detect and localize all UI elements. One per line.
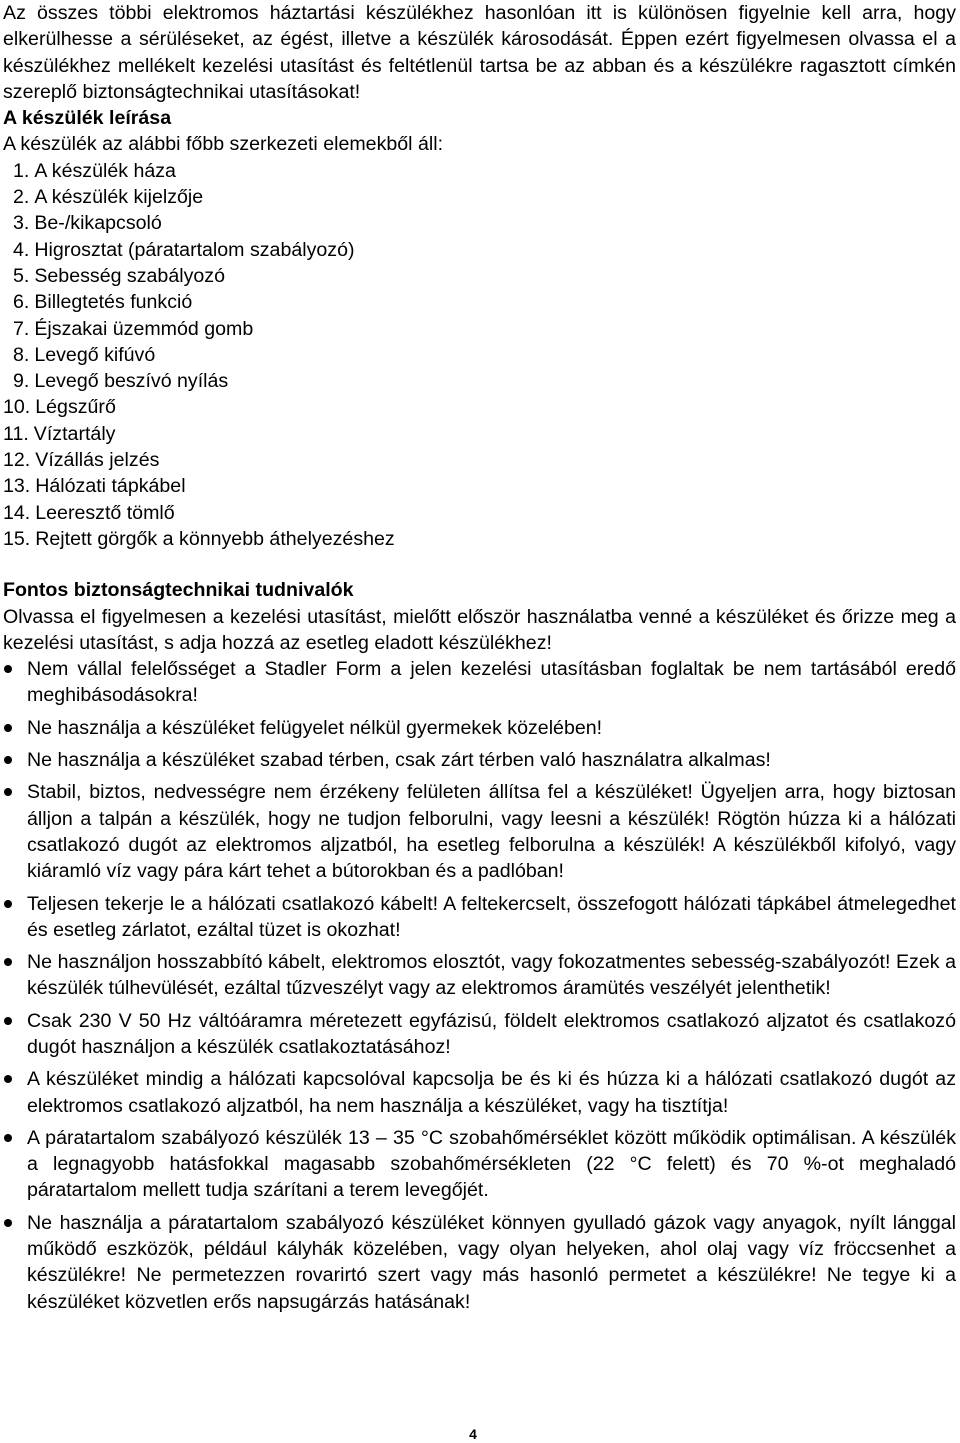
part-label: Hálózati tápkábel	[35, 475, 186, 498]
part-label: Víztartály	[33, 422, 116, 445]
part-number: 1.	[13, 159, 30, 182]
part-number: 12.	[3, 449, 31, 472]
part-label: Vízállás jelzés	[35, 449, 160, 472]
part-label: Rejtett görgők a könnyebb áthelyezéshez	[35, 527, 395, 550]
list-item	[13, 184, 956, 210]
part-label: Billegtetés funkció	[34, 291, 193, 314]
bullet-icon	[4, 1075, 12, 1083]
list-item	[13, 342, 956, 368]
part-label: Levegő kifúvó	[34, 343, 156, 366]
list-item	[13, 210, 956, 236]
bullet-icon	[4, 958, 12, 966]
bullet-icon	[4, 1134, 12, 1142]
list-item	[3, 1210, 956, 1315]
part-label: Be-/kikapcsoló	[34, 212, 162, 235]
list-item	[3, 779, 956, 884]
part-number: 5.	[13, 264, 30, 287]
bullet-text: Ne használjon hosszabbító kábelt, elektromos elosztót, vagy fokozatmentes sebesség-szabályozót! Ezek a készülék túlhevülését, ezáltal tűzveszélyt vagy az elektromos áramütés veszélyét jelenthetik!	[27, 951, 956, 1000]
bullet-icon	[4, 724, 12, 732]
list-item	[3, 526, 956, 552]
bullet-text: Nem vállal felelősséget a Stadler Form a jelen kezelési utasításban foglaltak be nem tartásából eredő meghibásodásokra!	[27, 658, 956, 707]
part-label: Leeresztő tömlő	[35, 501, 175, 524]
part-label: A készülék kijelzője	[34, 186, 204, 209]
list-item	[13, 289, 956, 315]
list-item	[3, 715, 956, 741]
part-number: 15.	[3, 527, 31, 550]
part-label: Sebesség szabályozó	[34, 264, 225, 287]
list-item	[3, 421, 956, 447]
intro-paragraph: Az összes többi elektromos háztartási készülékhez hasonlóan itt is különösen figyelnie kell arra, hogy elkerülhesse a sérüléseket, az égést, illetve a készülék károsodását. Éppen ezért figyelmesen olvassa el a készülékhez mellékelt kezelési utasítást és feltétlenül tartsa be az abban és a készülékre ragasztott címkén szereplő biztonságtechnikai utasításokat!	[3, 2, 956, 103]
bullet-icon	[4, 788, 12, 796]
page-number: 4	[469, 1426, 477, 1442]
parts-list	[3, 158, 956, 552]
part-number: 4.	[13, 238, 30, 261]
list-item	[3, 1125, 956, 1204]
list-item	[3, 747, 956, 773]
bullet-text: Ne használja a készüléket szabad térben, csak zárt térben való használatra alkalmas!	[27, 749, 771, 772]
list-item	[3, 891, 956, 944]
list-item	[3, 447, 956, 473]
list-item	[13, 263, 956, 289]
part-number: 14.	[3, 501, 31, 524]
bullet-text: Ne használja a készüléket felügyelet nélkül gyermekek közelében!	[27, 716, 603, 739]
bullet-icon	[4, 1017, 12, 1025]
list-item	[3, 1008, 956, 1061]
list-item	[3, 500, 956, 526]
bullet-icon	[4, 665, 12, 673]
list-item	[3, 949, 956, 1002]
safety-heading: Fontos biztonságtechnikai tudnivalók	[3, 579, 354, 602]
part-number: 3.	[13, 212, 30, 235]
bullet-icon	[4, 756, 12, 764]
list-item	[3, 473, 956, 499]
part-label: Éjszakai üzemmód gomb	[34, 317, 254, 340]
list-item	[13, 316, 956, 342]
part-number: 10.	[3, 396, 31, 419]
part-number: 7.	[13, 317, 30, 340]
safety-bullet-list	[3, 656, 956, 1315]
list-item	[13, 368, 956, 394]
part-number: 11.	[3, 422, 29, 445]
description-lead: A készülék az alábbi főbb szerkezeti elemekből áll:	[3, 133, 444, 156]
document-page	[3, 0, 956, 1315]
part-label: Légszűrő	[35, 396, 116, 419]
list-item	[3, 1066, 956, 1119]
part-label: Levegő beszívó nyílás	[34, 370, 229, 393]
part-number: 9.	[13, 370, 30, 393]
part-number: 6.	[13, 291, 30, 314]
part-number: 2.	[13, 186, 30, 209]
safety-intro-paragraph: Olvassa el figyelmesen a kezelési utasítást, mielőtt először használatba venné a készüléket és őrizze meg a kezelési utasítást, s adja hozzá az esetleg eladott készülékhez!	[3, 605, 956, 654]
list-item	[13, 158, 956, 184]
list-item	[3, 656, 956, 709]
bullet-text: Ne használja a páratartalom szabályozó készüléket könnyen gyulladó gázok vagy anyagok, nyílt lánggal működő eszközök, például kályhák közelében, vagy olyan helyeken, ahol olaj vagy víz fröccsenhet a készülékre! Ne permetezzen rovarirtó szert vagy más hasonló permetet a készülékre! Ne tegye ki a készüléket közvetlen erős napsugárzás hatásának!	[27, 1211, 956, 1313]
bullet-icon	[4, 900, 12, 908]
part-label: Higrosztat (páratartalom szabályozó)	[34, 238, 355, 261]
bullet-text: Stabil, biztos, nedvességre nem érzékeny felületen állítsa fel a készüléket! Ügyeljen arra, hogy biztosan álljon a talpán a készülék, hogy ne tudjon felborulni, vagy leesni a készülék! Rögtön húzza ki a hálózati csatlakozó dugót az elektromos aljzatból, ha esetleg felborulna a készülék! A készülékből kifolyó, vagy kiáramló víz vagy pára kárt tehet a bútorokban és a padlóban!	[27, 781, 956, 883]
bullet-icon	[4, 1219, 12, 1227]
list-item	[3, 394, 956, 420]
list-item	[13, 237, 956, 263]
description-heading: A készülék leírása	[3, 107, 172, 130]
part-label: A készülék háza	[34, 159, 176, 182]
bullet-text: Csak 230 V 50 Hz váltóáramra méretezett egyfázisú, földelt elektromos csatlakozó aljzatot és csatlakozó dugót használjon a készülék csatlakoztatásához!	[27, 1009, 956, 1058]
part-number: 13.	[3, 475, 31, 498]
part-number: 8.	[13, 343, 30, 366]
bullet-text: A páratartalom szabályozó készülék 13 – 35 °C szobahőmérséklet között működik optimálisan. A készülék a legnagyobb hatásfokkal magasabb szobahőmérsékleten (22 °C felett) és 70 %-ot meghaladó páratartalom mellett tudja szárítani a terem levegőjét.	[27, 1126, 956, 1202]
bullet-text: A készüléket mindig a hálózati kapcsolóval kapcsolja be és ki és húzza ki a hálózati csatlakozó dugót az elektromos csatlakozó aljzatból, ha nem használja a készüléket, vagy ha tisztítja!	[27, 1068, 956, 1117]
bullet-text: Teljesen tekerje le a hálózati csatlakozó kábelt! A feltekercselt, összefogott hálózati tápkábel átmelegedhet és esetleg zárlatot, ezáltal tüzet is okozhat!	[27, 892, 956, 941]
